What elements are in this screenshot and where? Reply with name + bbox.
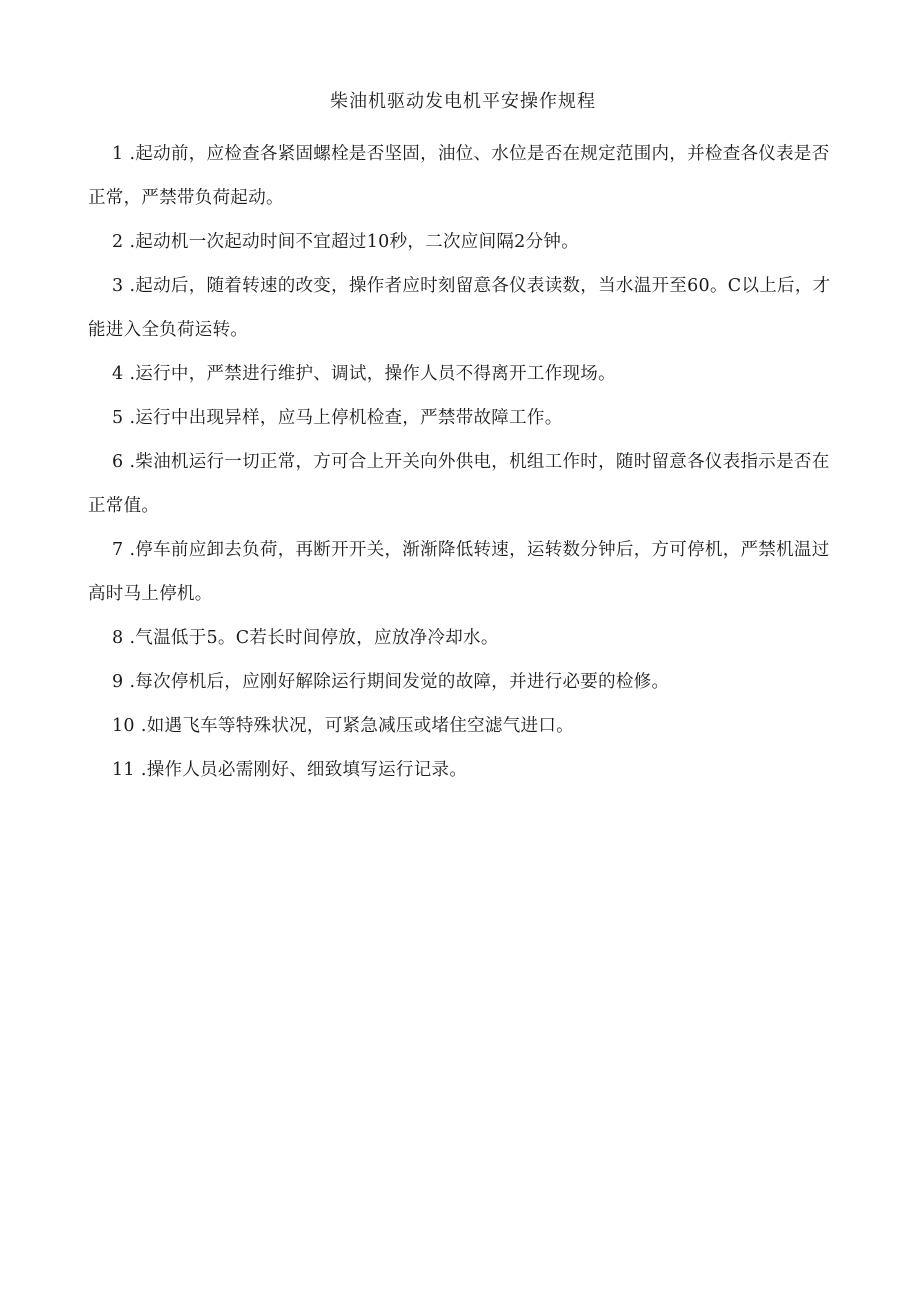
item-text: .如遇飞车等特殊状况，可紧急减压或堵住空滤气进口。 [140, 716, 574, 736]
list-item [88, 528, 838, 616]
list-item [88, 704, 838, 748]
item-number: 2 [112, 232, 124, 252]
document-title: 柴油机驱动发电机平安操作规程 [330, 91, 596, 112]
item-text: .起动前，应检查各紧固螺栓是否坚固，油位、水位是否在规定范围内，并检查各仪表是否正常，严禁带负荷起动。 [88, 144, 830, 208]
item-text: .运行中出现异样，应马上停机检查，严禁带故障工作。 [129, 408, 563, 428]
list-item [88, 748, 838, 792]
list-item [88, 616, 838, 660]
item-number: 4 [112, 364, 124, 384]
list-item [88, 220, 838, 264]
item-number: 1 [112, 144, 124, 164]
item-number: 9 [112, 672, 124, 692]
item-text: .每次停机后，应刚好解除运行期间发觉的故障，并进行必要的检修。 [129, 672, 670, 692]
item-number: 6 [112, 452, 124, 472]
item-text: .柴油机运行一切正常，方可合上开关向外供电，机组工作时，随时留意各仪表指示是否在正常值。 [88, 452, 830, 516]
item-number: 11 [112, 760, 135, 780]
item-number: 3 [112, 276, 124, 296]
item-text: .运行中，严禁进行维护、调试，操作人员不得离开工作现场。 [129, 364, 616, 384]
list-item [88, 396, 838, 440]
item-text: .气温低于5。C若长时间停放，应放净冷却水。 [129, 628, 499, 648]
list-item [88, 264, 838, 352]
item-number: 10 [112, 716, 135, 736]
document-page [88, 86, 838, 792]
list-item [88, 660, 838, 704]
item-text: .操作人员必需刚好、细致填写运行记录。 [140, 760, 468, 780]
item-number: 8 [112, 628, 124, 648]
list-item [88, 440, 838, 528]
item-number: 5 [112, 408, 124, 428]
list-item [88, 352, 838, 396]
item-text: .起动后，随着转速的改变，操作者应时刻留意各仪表读数，当水温开至60。C以上后，才能进入全负荷运转。 [88, 276, 831, 340]
list-item [88, 132, 838, 220]
item-number: 7 [112, 540, 124, 560]
item-text: .停车前应卸去负荷，再断开开关，渐渐降低转速，运转数分钟后，方可停机，严禁机温过高时马上停机。 [88, 540, 830, 604]
item-text: .起动机一次起动时间不宜超过10秒，二次应间隔2分钟。 [129, 232, 580, 252]
